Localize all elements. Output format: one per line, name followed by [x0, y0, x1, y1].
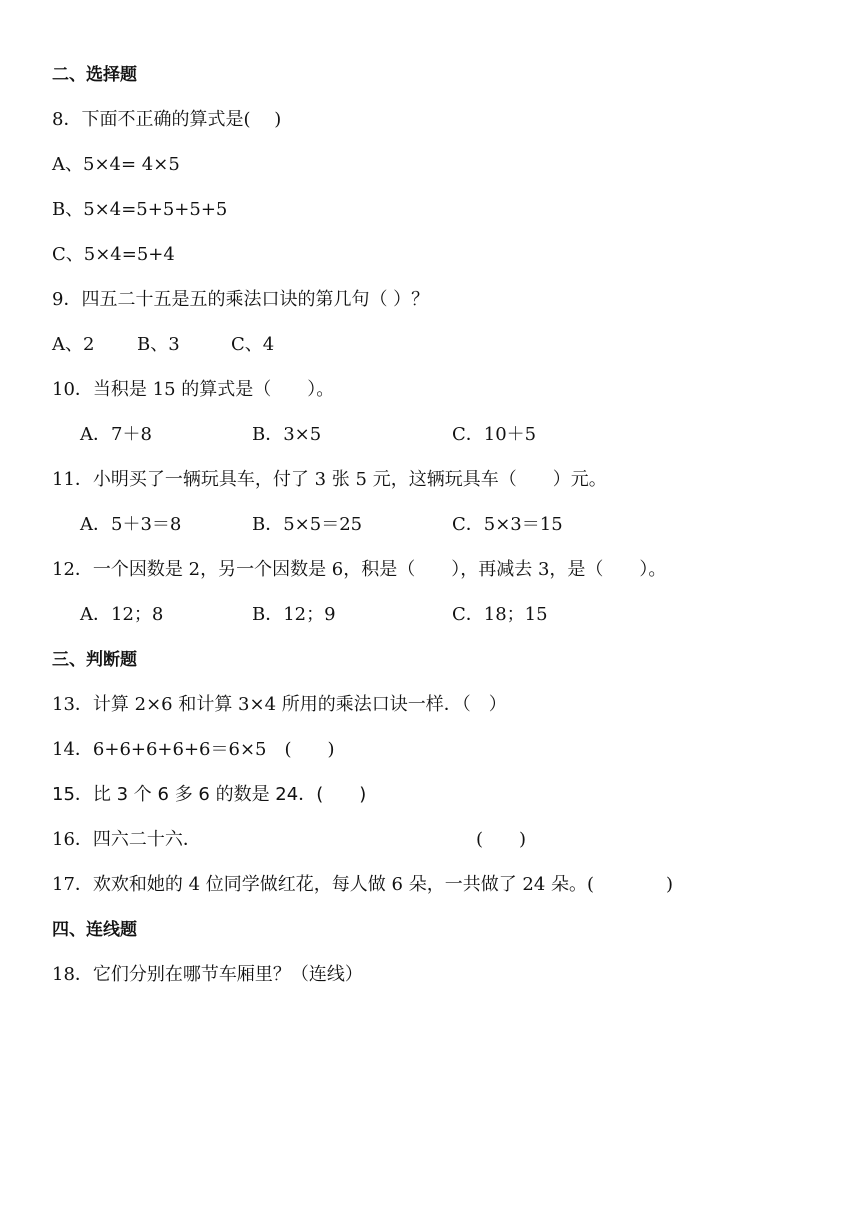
question-12: 12．一个因数是 2，另一个因数是 6，积是（ ），再减去 3，是（ ）。: [52, 559, 667, 580]
question-12-option-a: A．12；8: [80, 604, 164, 625]
question-8-option-a: A、5×4= 4×5: [52, 154, 180, 175]
question-10-option-b: B．3×5: [252, 424, 322, 445]
question-9-option-a: A、2: [52, 334, 95, 355]
section-heading-choice: 二、选择题: [52, 65, 137, 85]
question-10-option-a: A．7＋8: [80, 424, 152, 445]
section-heading-matching: 四、连线题: [52, 920, 137, 940]
question-17: 17．欢欢和她的 4 位同学做红花，每人做 6 朵，一共做了 24 朵。( ): [52, 874, 674, 895]
question-13: 13．计算 2×6 和计算 3×4 所用的乘法口诀一样．（ ）: [52, 694, 507, 715]
question-11: 11．小明买了一辆玩具车，付了 3 张 5 元，这辆玩具车（ ）元。: [52, 469, 607, 490]
question-12-option-b: B．12；9: [252, 604, 336, 625]
question-10-option-c: C．10＋5: [452, 424, 537, 445]
question-11-option-a: A．5＋3＝8: [80, 514, 182, 535]
question-11-option-b: B．5×5＝25: [252, 514, 363, 535]
question-8: 8．下面不正确的算式是( ): [52, 109, 282, 130]
question-10: 10．当积是 15 的算式是（ ）。: [52, 379, 335, 400]
question-18: 18．它们分别在哪节车厢里？（连线）: [52, 964, 363, 985]
question-9-option-c: C、4: [231, 334, 275, 355]
question-12-option-c: C．18；15: [452, 604, 548, 625]
question-16: 16．四六二十六．: [52, 829, 201, 850]
question-15: 15．比 3 个 6 多 6 的数是 24．( ): [52, 784, 367, 805]
question-14: 14．6+6+6+6+6＝6×5 ( ): [52, 739, 335, 760]
question-9: 9．四五二十五是五的乘法口诀的第几句（ ）？: [52, 289, 430, 310]
section-heading-true-false: 三、判断题: [52, 650, 137, 670]
question-8-option-c: C、5×4=5+4: [52, 244, 175, 265]
question-16-answer-blank: ( ): [476, 829, 527, 850]
question-9-option-b: B、3: [137, 334, 180, 355]
question-8-option-b: B、5×4=5+5+5+5: [52, 199, 228, 220]
question-11-option-c: C．5×3＝15: [452, 514, 563, 535]
